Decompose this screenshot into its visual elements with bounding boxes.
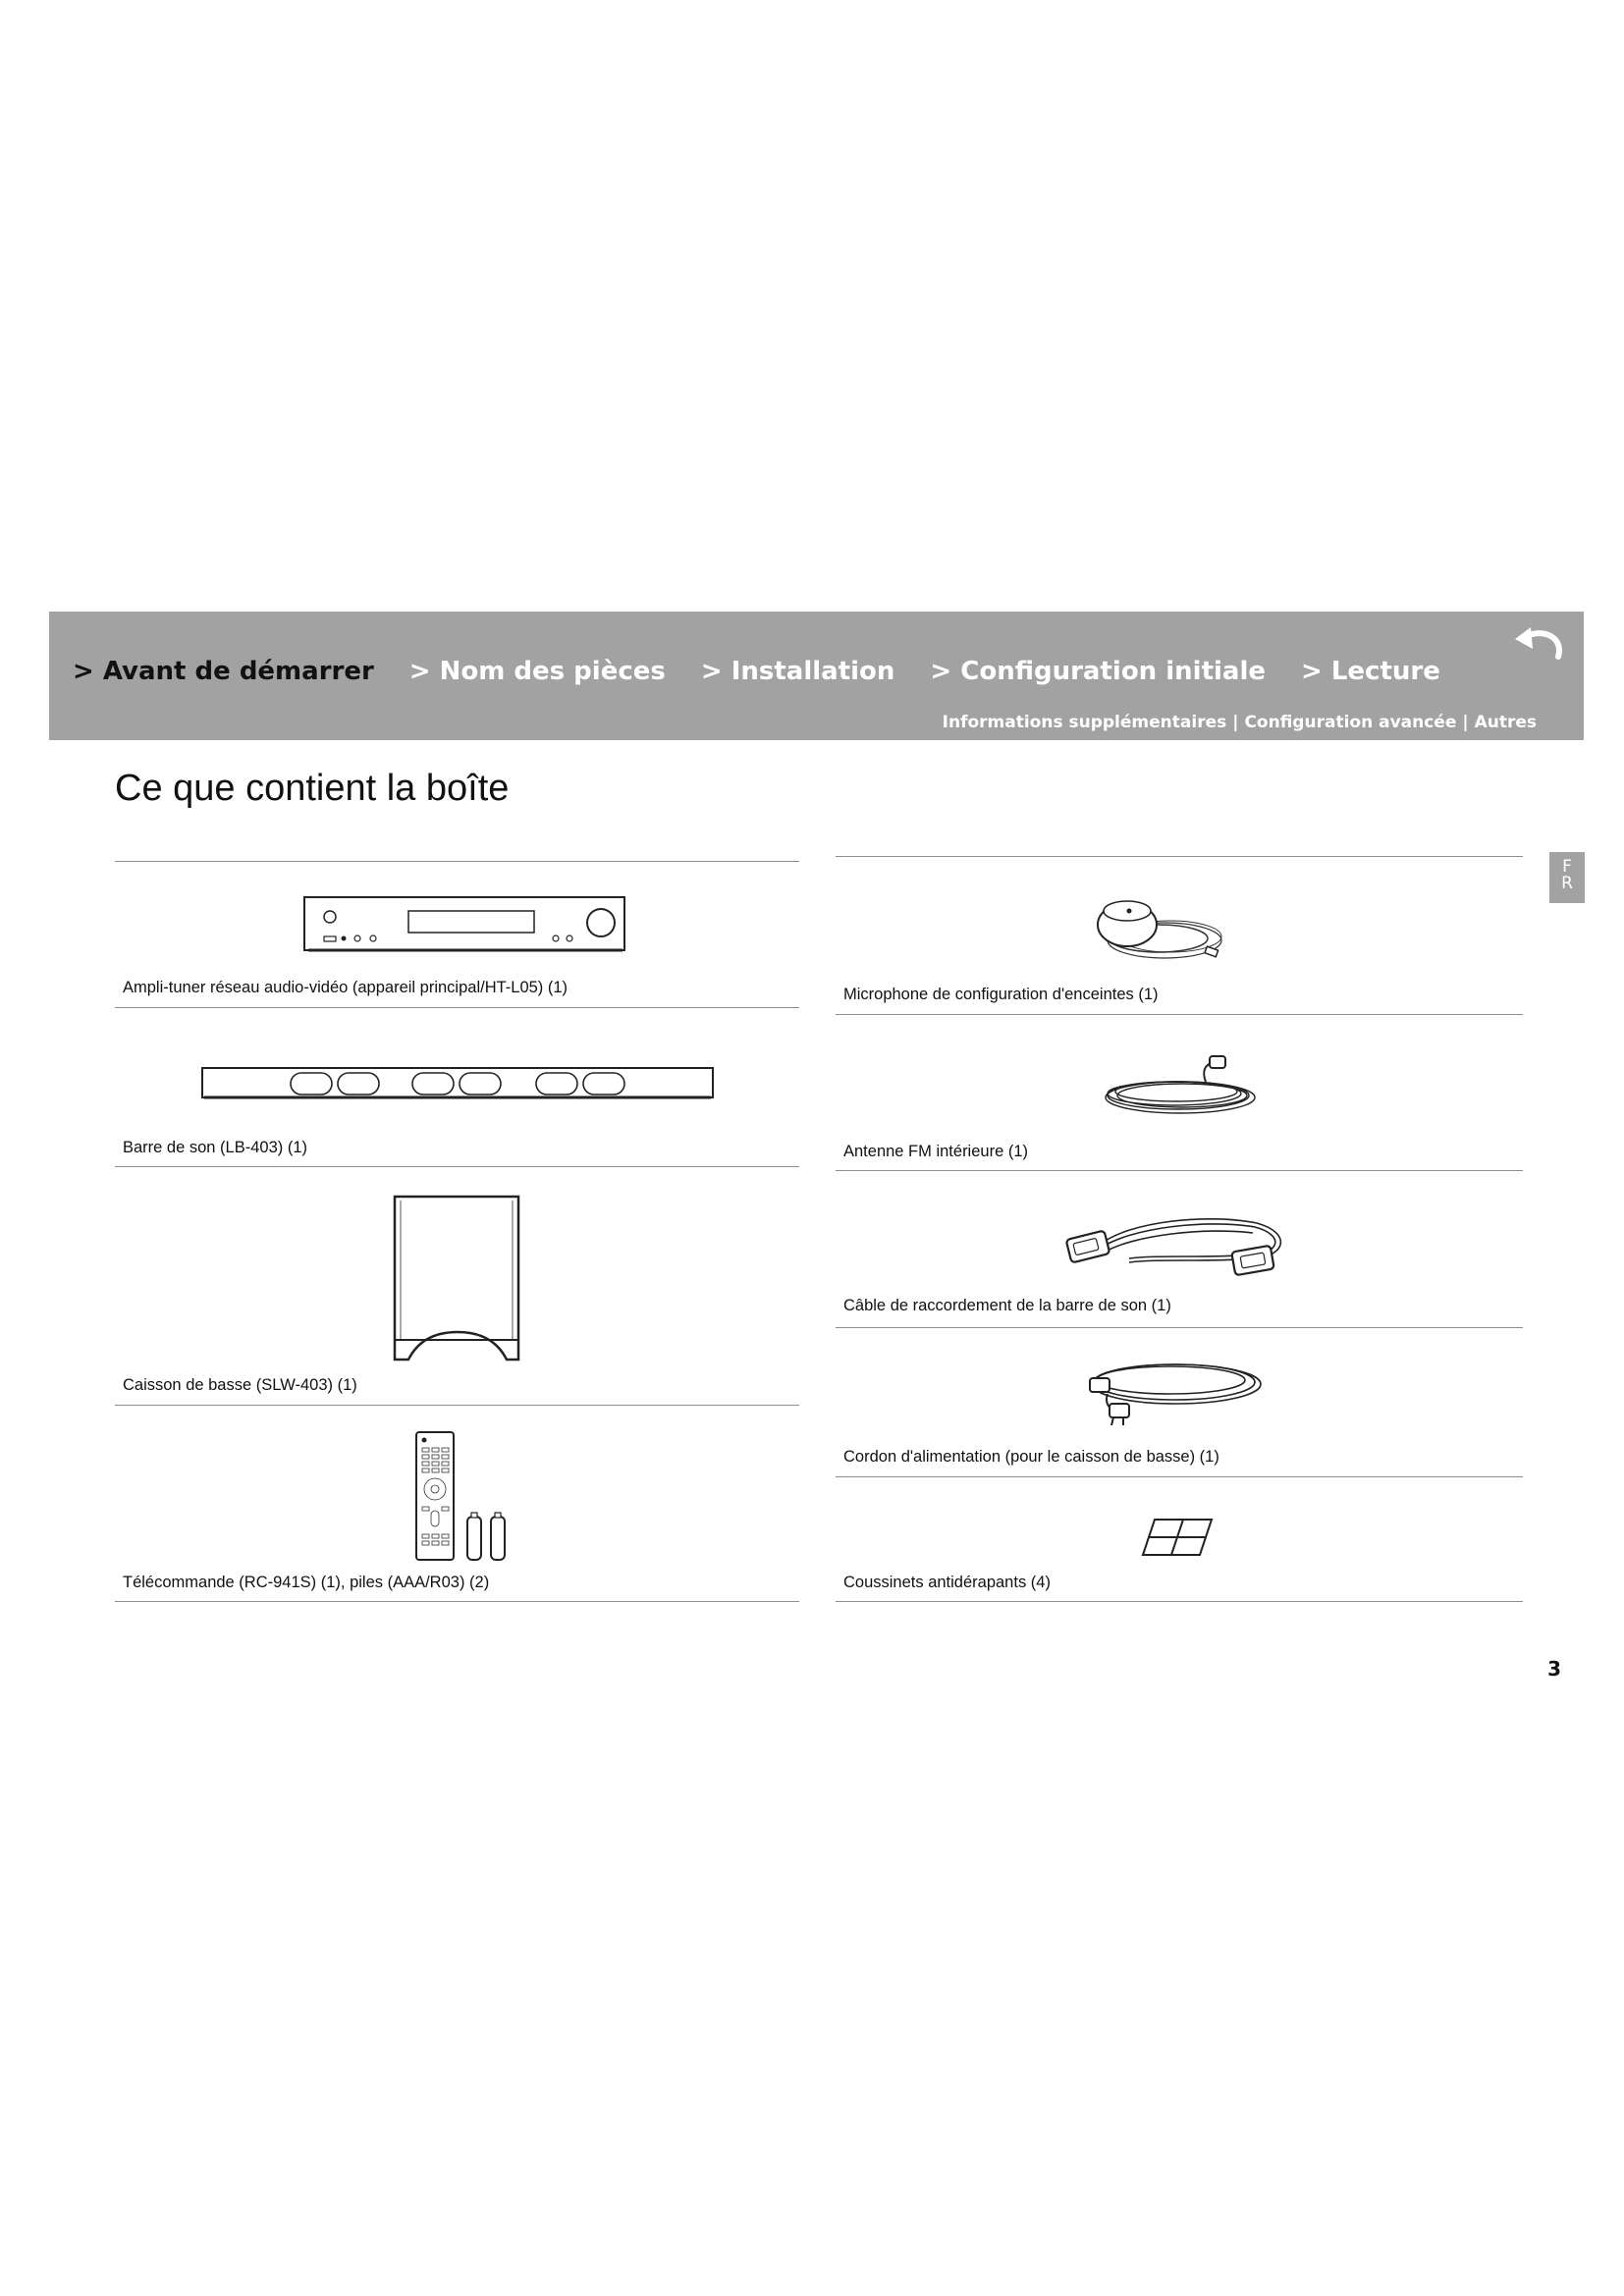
soundbar-cable-illustration	[1060, 1205, 1296, 1280]
link-separator: |	[1232, 713, 1239, 732]
tab-nom-des-pieces[interactable]: > Nom des pièces	[408, 657, 666, 686]
language-letter: R	[1561, 874, 1573, 893]
soundbar-illustration	[200, 1066, 717, 1103]
divider	[115, 861, 799, 862]
subwoofer-illustration	[391, 1193, 524, 1362]
back-button[interactable]	[1511, 623, 1566, 672]
tab-lecture[interactable]: > Lecture	[1301, 657, 1440, 686]
fm-antenna-illustration	[1090, 1052, 1267, 1121]
item-caption: Microphone de configuration d'enceintes (1)	[843, 986, 1159, 1003]
item-caption: Antenne FM intérieure (1)	[843, 1143, 1029, 1160]
tab-configuration-initiale[interactable]: > Configuration initiale	[930, 657, 1267, 686]
item-caption: Coussinets antidérapants (4)	[843, 1574, 1051, 1591]
av-receiver-illustration	[302, 895, 628, 954]
remote-control-illustration	[412, 1428, 520, 1566]
tab-installation[interactable]: > Installation	[700, 657, 895, 686]
power-cord-illustration	[1078, 1353, 1265, 1427]
divider	[115, 1601, 799, 1602]
secondary-links	[943, 713, 1537, 732]
page-title: Ce que contient la boîte	[115, 768, 510, 809]
link-configuration-avancee[interactable]: Configuration avancée	[1244, 713, 1457, 732]
anti-slip-pads-illustration	[1141, 1516, 1216, 1559]
microphone-illustration	[1090, 891, 1247, 970]
divider	[115, 1007, 799, 1008]
divider	[836, 1601, 1523, 1602]
language-tab	[1549, 852, 1585, 903]
divider	[115, 1405, 799, 1406]
divider	[836, 1327, 1523, 1328]
item-caption: Barre de son (LB-403) (1)	[123, 1139, 308, 1156]
divider	[836, 1014, 1523, 1015]
divider	[836, 1170, 1523, 1171]
item-caption: Télécommande (RC-941S) (1), piles (AAA/R03) (2)	[123, 1574, 490, 1591]
tab-avant-de-demarrer[interactable]: > Avant de démarrer	[73, 657, 374, 686]
return-arrow-icon	[1511, 623, 1566, 672]
divider	[836, 1476, 1523, 1477]
nav-tabs	[73, 657, 1476, 686]
language-letter: F	[1562, 857, 1572, 877]
link-separator: |	[1462, 713, 1469, 732]
item-caption: Câble de raccordement de la barre de son (1)	[843, 1297, 1171, 1314]
link-informations-supplementaires[interactable]: Informations supplémentaires	[942, 713, 1227, 732]
link-autres[interactable]: Autres	[1474, 713, 1537, 732]
navigation-bar	[49, 612, 1584, 740]
item-caption: Caisson de basse (SLW-403) (1)	[123, 1376, 357, 1394]
divider	[836, 856, 1523, 857]
page-number: 3	[1547, 1657, 1561, 1681]
item-caption: Cordon d'alimentation (pour le caisson de basse) (1)	[843, 1448, 1219, 1466]
divider	[115, 1166, 799, 1167]
item-caption: Ampli-tuner réseau audio-vidéo (appareil principal/HT-L05) (1)	[123, 979, 568, 996]
